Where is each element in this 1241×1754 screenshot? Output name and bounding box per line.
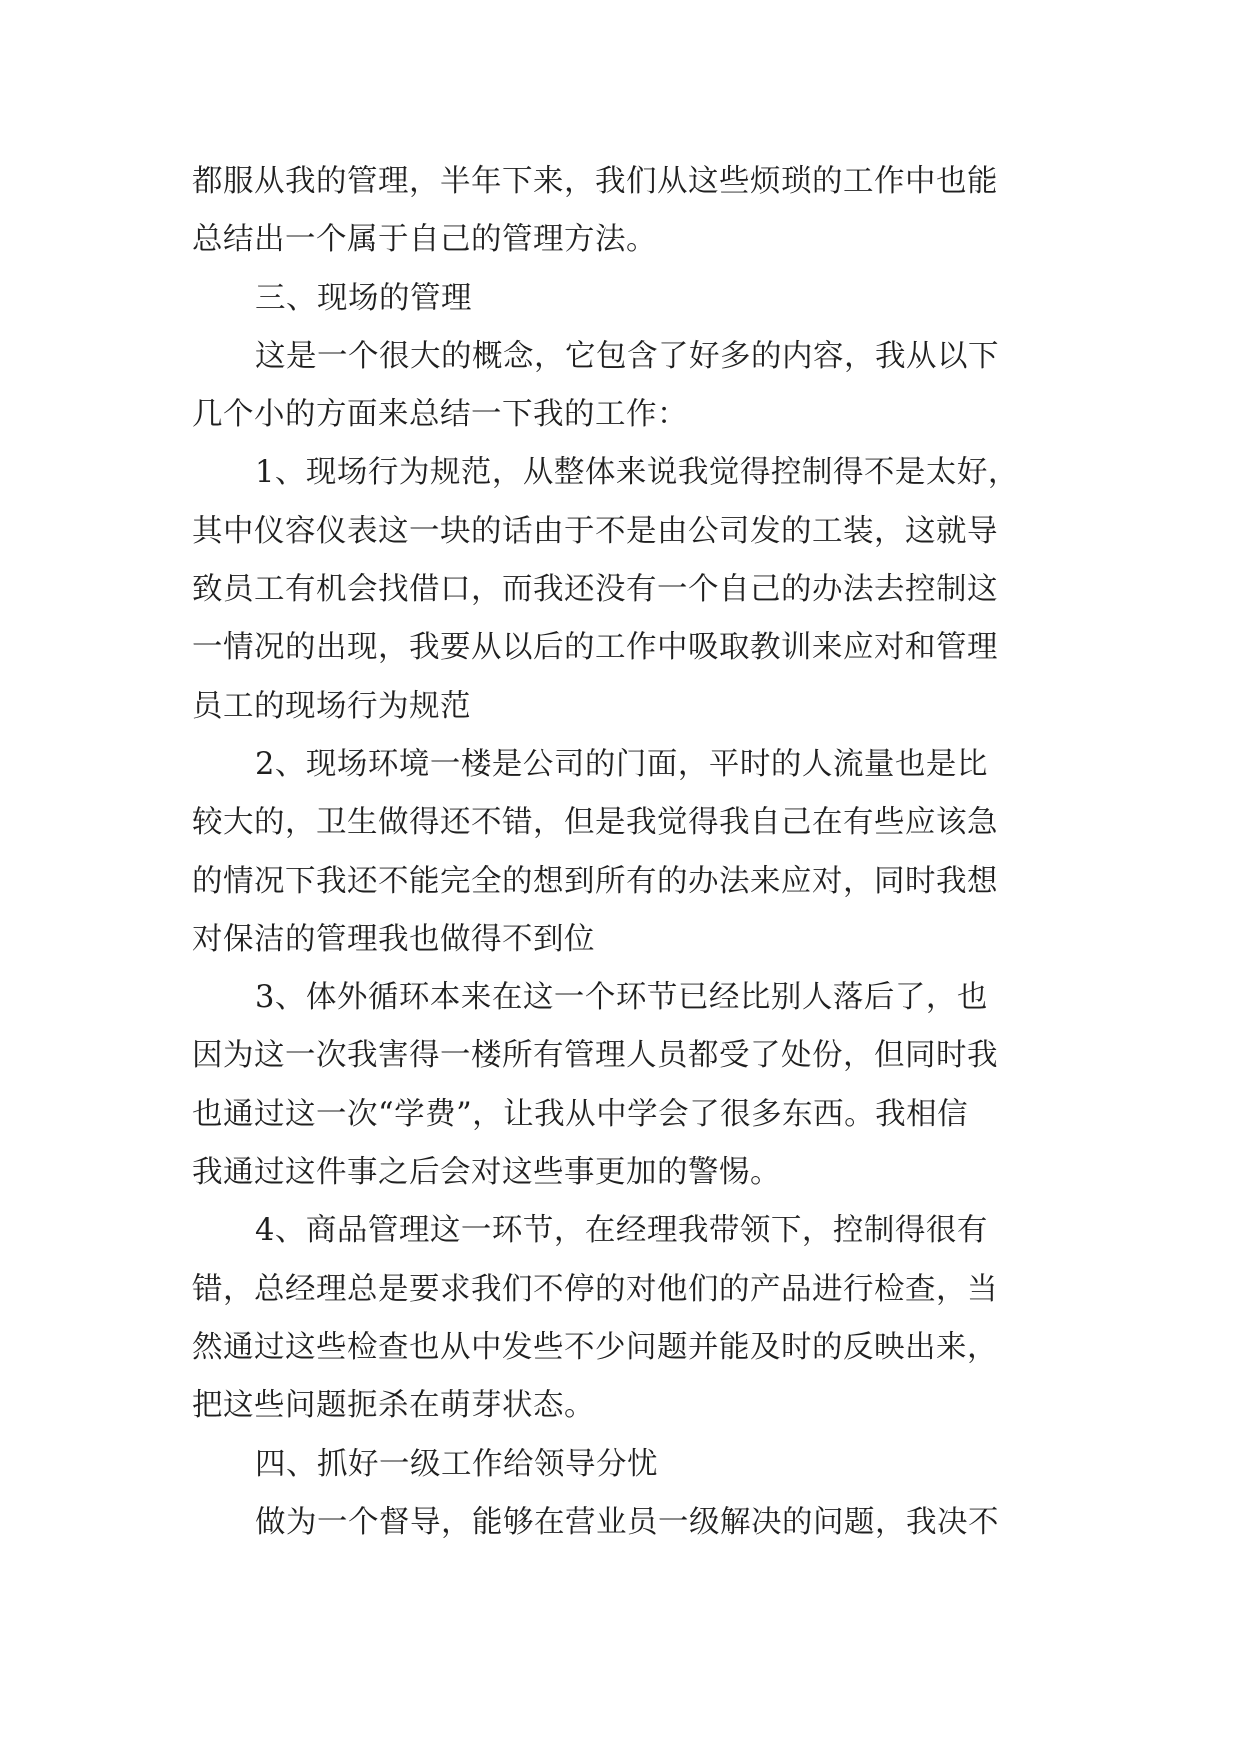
text-line: 其中仪容仪表这一块的话由于不是由公司发的工装，这就导 (192, 513, 998, 549)
text-line: 我通过这件事之后会对这些事更加的警惕。 (192, 1155, 781, 1191)
text-line: 做为一个督导，能够在营业员一级解决的问题，我决不 (255, 1504, 999, 1540)
text-line: 都服从我的管理，半年下来，我们从这些烦琐的工作中也能 (192, 164, 998, 199)
text-line: 员工的现场行为规范 (192, 688, 471, 724)
text-line: 也通过这一次“学费”，让我从中学会了很多东西。我相信 (192, 1096, 969, 1132)
text-line: 错，总经理总是要求我们不停的对他们的产品进行检查，当 (192, 1271, 998, 1307)
text-line: 几个小的方面来总结一下我的工作： (192, 397, 688, 433)
section-heading: 四、抓好一级工作给领导分忧 (255, 1446, 658, 1482)
text-line: 对保洁的管理我也做得不到位 (192, 921, 595, 957)
text-line: 致员工有机会找借口，而我还没有一个自己的办法去控制这 (192, 572, 998, 608)
text-line: 然通过这些检查也从中发些不少问题并能及时的反映出来， (192, 1329, 998, 1365)
text-line: 4、商品管理这一环节，在经理我带领下，控制得很有 (255, 1213, 988, 1249)
text-line: 一情况的出现，我要从以后的工作中吸取教训来应对和管理 (192, 630, 998, 666)
text-line: 总结出一个属于自己的管理方法。 (192, 222, 657, 258)
section-heading: 三、现场的管理 (255, 280, 472, 316)
text-line: 这是一个很大的概念，它包含了好多的内容，我从以下 (255, 338, 999, 374)
text-line: 的情况下我还不能完全的想到所有的办法来应对，同时我想 (192, 863, 998, 899)
text-line: 2、现场环境一楼是公司的门面，平时的人流量也是比 (255, 746, 988, 782)
text-line: 3、体外循环本来在这一个环节已经比别人落后了，也 (255, 980, 988, 1016)
text-line: 把这些问题扼杀在萌芽状态。 (192, 1388, 595, 1424)
text-line: 1、现场行为规范，从整体来说我觉得控制得不是太好， (255, 455, 1019, 491)
text-line: 因为这一次我害得一楼所有管理人员都受了处份，但同时我 (192, 1038, 998, 1074)
text-line: 较大的，卫生做得还不错，但是我觉得我自己在有些应该急 (192, 805, 998, 841)
body-text (192, 153, 1052, 1552)
